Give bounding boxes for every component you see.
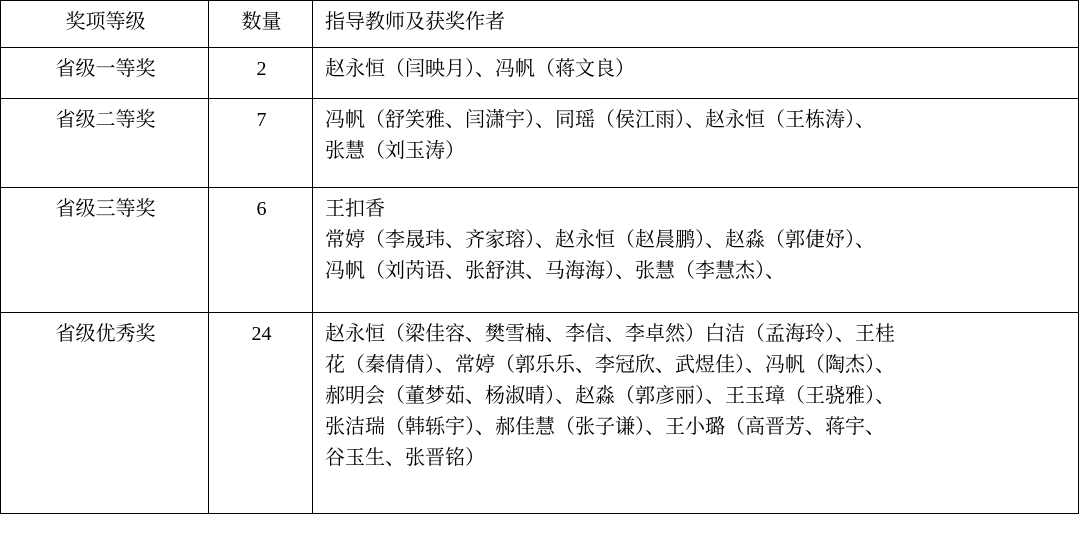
people-line: 冯帆（舒笑雅、闫潇宇）、同瑶（侯江雨）、赵永恒（王栋涛）、 xyxy=(325,109,875,131)
table-header-row xyxy=(1,1,1079,48)
header-cell-count: 数量 xyxy=(209,1,313,48)
cell-people xyxy=(313,99,1079,188)
cell-level: 省级一等奖 xyxy=(1,48,209,99)
people-line: 花（秦倩倩）、常婷（郭乐乐、李冠欣、武煜佳）、冯帆（陶杰）、 xyxy=(325,354,895,376)
cell-count: 6 xyxy=(209,188,313,313)
people-line: 常婷（李晟玮、齐家瑢）、赵永恒（赵晨鹏）、赵淼（郭倢妤）、 xyxy=(325,229,875,251)
cell-level: 省级二等奖 xyxy=(1,99,209,188)
people-line: 张慧（刘玉涛） xyxy=(325,140,465,162)
cell-people xyxy=(313,313,1079,514)
people-line: 赵永恒（梁佳容、樊雪楠、李信、李卓然）白洁（孟海玲）、王桂 xyxy=(325,323,895,345)
people-line: 王扣香 xyxy=(325,198,385,220)
people-line: 张洁瑞（韩轹宇）、郝佳慧（张子谦）、王小璐（高晋芳、蒋宇、 xyxy=(325,416,885,438)
cell-people xyxy=(313,48,1079,99)
people-line: 赵永恒（闫映月）、冯帆（蒋文良） xyxy=(325,58,635,80)
table-row xyxy=(1,313,1079,514)
people-line: 谷玉生、张晋铭） xyxy=(325,447,485,469)
cell-count: 2 xyxy=(209,48,313,99)
cell-count: 24 xyxy=(209,313,313,514)
table-row xyxy=(1,188,1079,313)
cell-level: 省级优秀奖 xyxy=(1,313,209,514)
people-line: 郝明会（董梦茹、杨淑晴）、赵淼（郭彦丽）、王玉璋（王骁雅）、 xyxy=(325,385,895,407)
people-line: 冯帆（刘芮语、张舒淇、马海海）、张慧（李慧杰）、 xyxy=(325,260,785,282)
header-cell-people: 指导教师及获奖作者 xyxy=(313,1,1079,48)
header-cell-level: 奖项等级 xyxy=(1,1,209,48)
cell-level: 省级三等奖 xyxy=(1,188,209,313)
table-row xyxy=(1,48,1079,99)
cell-count: 7 xyxy=(209,99,313,188)
table-row xyxy=(1,99,1079,188)
cell-people xyxy=(313,188,1079,313)
